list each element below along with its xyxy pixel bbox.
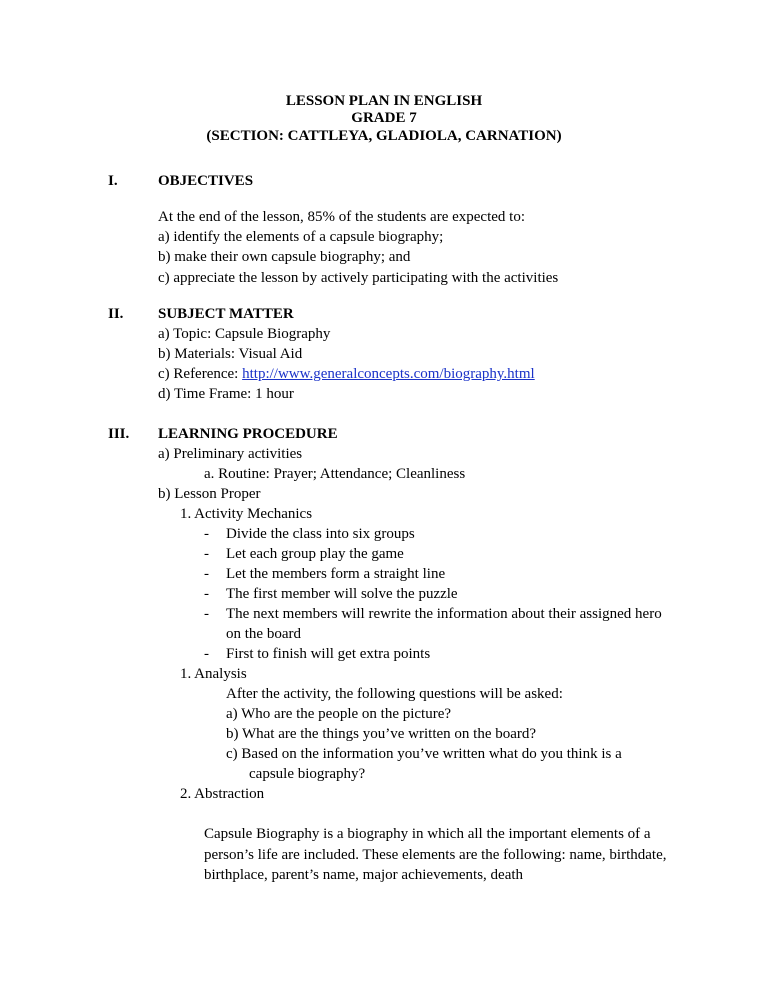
activity-mechanics: 1. Activity Mechanics xyxy=(180,506,313,522)
section-3-numeral: III. xyxy=(108,426,130,442)
section-1-numeral: I. xyxy=(108,173,118,189)
dash: - xyxy=(204,566,209,582)
subject-topic: a) Topic: Capsule Biography xyxy=(158,326,331,342)
reference-label: c) Reference: xyxy=(158,366,239,382)
dash: - xyxy=(204,526,209,542)
preliminary-activities: a) Preliminary activities xyxy=(158,446,303,462)
subject-time: d) Time Frame: 1 hour xyxy=(158,386,294,402)
dash: - xyxy=(204,646,209,662)
doc-section: (SECTION: CATTLEYA, GLADIOLA, CARNATION) xyxy=(206,128,562,144)
mechanic-item: Let each group play the game xyxy=(226,546,404,562)
analysis-question: c) Based on the information you’ve written what do you think is a xyxy=(226,746,622,762)
objective-item: b) make their own capsule biography; and xyxy=(158,249,411,265)
analysis-intro: After the activity, the following questions will be asked: xyxy=(226,686,563,702)
mechanic-item: Let the members form a straight line xyxy=(226,566,446,582)
mechanic-item-continued: on the board xyxy=(226,626,301,642)
objective-item: c) appreciate the lesson by actively participating with the activities xyxy=(158,270,559,286)
routine-item: a. Routine: Prayer; Attendance; Cleanliness xyxy=(204,466,466,482)
mechanic-item: The next members will rewrite the information about their assigned hero xyxy=(226,606,662,622)
doc-grade: GRADE 7 xyxy=(351,110,417,126)
section-2-numeral: II. xyxy=(108,306,124,322)
dash: - xyxy=(204,606,209,622)
mechanic-item: The first member will solve the puzzle xyxy=(226,586,458,602)
objective-item: a) identify the elements of a capsule biography; xyxy=(158,229,444,245)
abstraction-text: person’s life are included. These elements are the following: name, birthdate, xyxy=(204,847,667,863)
doc-title: LESSON PLAN IN ENGLISH xyxy=(285,93,483,109)
section-1-title: OBJECTIVES xyxy=(158,173,254,189)
subject-reference xyxy=(158,364,535,384)
section-3-title: LEARNING PROCEDURE xyxy=(158,426,338,442)
analysis-heading: 1. Analysis xyxy=(180,666,247,682)
abstraction-text: Capsule Biography is a biography in which all the important elements of a xyxy=(204,826,651,842)
reference-link[interactable]: http://www.generalconcepts.com/biography.html xyxy=(242,366,535,382)
dash: - xyxy=(204,546,209,562)
mechanic-item: Divide the class into six groups xyxy=(226,526,415,542)
section-2-title: SUBJECT MATTER xyxy=(158,306,294,322)
analysis-question: a) Who are the people on the picture? xyxy=(226,706,452,722)
abstraction-text: birthplace, parent’s name, major achievements, death xyxy=(204,867,524,883)
subject-materials: b) Materials: Visual Aid xyxy=(158,346,303,362)
lesson-proper: b) Lesson Proper xyxy=(158,486,261,502)
analysis-question-continued: capsule biography? xyxy=(249,766,366,782)
analysis-question: b) What are the things you’ve written on the board? xyxy=(226,726,537,742)
mechanic-item: First to finish will get extra points xyxy=(226,646,431,662)
objectives-intro: At the end of the lesson, 85% of the students are expected to: xyxy=(158,209,525,225)
abstraction-heading: 2. Abstraction xyxy=(180,786,265,802)
dash: - xyxy=(204,586,209,602)
